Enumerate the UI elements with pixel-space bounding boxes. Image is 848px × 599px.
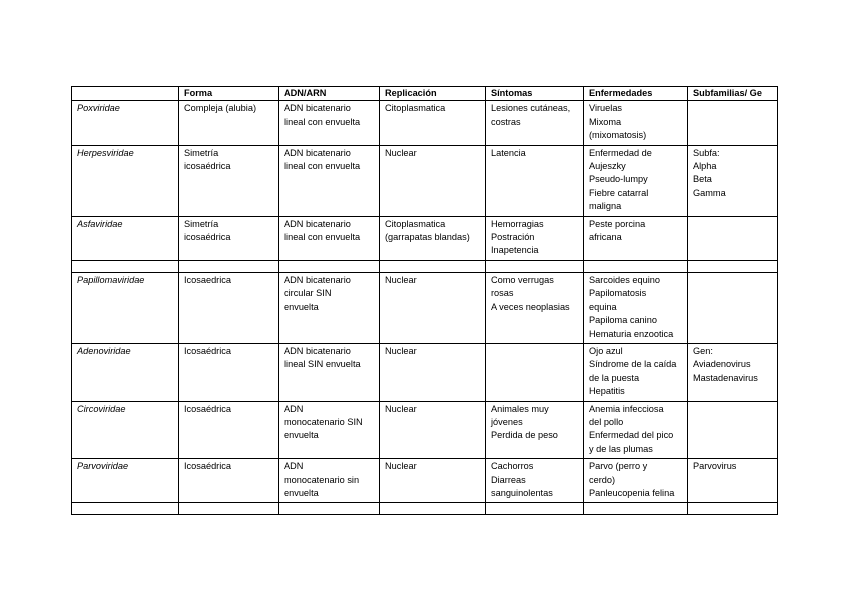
sintomas-cell xyxy=(486,272,584,343)
empty-cell xyxy=(179,260,279,272)
cell-line: envuelta xyxy=(284,301,319,312)
cell-line: ADN bicatenario xyxy=(284,147,351,158)
cell-line: maligna xyxy=(589,201,622,212)
header-row xyxy=(72,87,778,101)
cell-line: Subfa: xyxy=(693,147,720,158)
cell-line: Icosaédrica xyxy=(184,403,231,414)
cell-line: Beta xyxy=(693,174,712,185)
enfermedades-cell xyxy=(584,216,688,260)
subfamilias-cell xyxy=(688,101,778,145)
cell-line: africana xyxy=(589,232,622,243)
adn-arn-cell xyxy=(279,145,380,216)
empty-cell xyxy=(72,503,179,515)
cell-line: y de las plumas xyxy=(589,443,653,454)
subfamilias-cell xyxy=(688,145,778,216)
cell-line: ADN bicatenario xyxy=(284,103,351,114)
forma-cell xyxy=(179,101,279,145)
table-row xyxy=(72,272,778,343)
cell-line: Enfermedad del pico xyxy=(589,430,674,441)
cell-line: Panleucopenia felina xyxy=(589,487,675,498)
family-cell: Parvoviridae xyxy=(72,459,179,503)
sintomas-cell xyxy=(486,145,584,216)
cell-line: Enfermedad de xyxy=(589,147,652,158)
table-body xyxy=(72,101,778,515)
table-row xyxy=(72,145,778,216)
virus-families-table xyxy=(71,86,778,515)
cell-line: Peste porcina xyxy=(589,218,646,229)
subfamilias-cell xyxy=(688,272,778,343)
header-cell-sintomas: Síntomas xyxy=(486,87,584,101)
header-cell-adn-arn: ADN/ARN xyxy=(279,87,380,101)
cell-line: Alpha xyxy=(693,161,717,172)
cell-line: A veces neoplasias xyxy=(491,301,570,312)
empty-cell xyxy=(486,503,584,515)
table-row xyxy=(72,216,778,260)
cell-line: Papilomatosis xyxy=(589,288,647,299)
cell-line: Como verrugas xyxy=(491,274,554,285)
table-row xyxy=(72,101,778,145)
cell-line: Nuclear xyxy=(385,274,417,285)
cell-line: del pollo xyxy=(589,416,624,427)
table-row xyxy=(72,401,778,459)
cell-line: lineal con envuelta xyxy=(284,116,361,127)
forma-cell xyxy=(179,343,279,401)
empty-cell xyxy=(279,260,380,272)
cell-line: Mastadenavirus xyxy=(693,372,758,383)
cell-line: (mixomatosis) xyxy=(589,130,647,141)
enfermedades-cell xyxy=(584,101,688,145)
cell-line: Compleja (alubia) xyxy=(184,103,257,114)
sintomas-cell xyxy=(486,101,584,145)
replicacion-cell xyxy=(380,272,486,343)
replicacion-cell xyxy=(380,343,486,401)
cell-line: Nuclear xyxy=(385,403,417,414)
header-cell-replicacion: Replicación xyxy=(380,87,486,101)
spacer-row xyxy=(72,503,778,515)
replicacion-cell xyxy=(380,459,486,503)
enfermedades-cell xyxy=(584,401,688,459)
cell-line: Gen: xyxy=(693,345,713,356)
empty-cell xyxy=(688,260,778,272)
cell-line: monocatenario sin xyxy=(284,474,360,485)
adn-arn-cell xyxy=(279,401,380,459)
replicacion-cell xyxy=(380,145,486,216)
sintomas-cell xyxy=(486,459,584,503)
cell-line: envuelta xyxy=(284,430,319,441)
cell-line: ADN bicatenario xyxy=(284,345,351,356)
empty-cell xyxy=(584,503,688,515)
adn-arn-cell xyxy=(279,101,380,145)
forma-cell xyxy=(179,401,279,459)
cell-line: sanguinolentas xyxy=(491,487,553,498)
cell-line: Simetría xyxy=(184,218,219,229)
cell-line: Parvovirus xyxy=(693,461,737,472)
replicacion-cell xyxy=(380,101,486,145)
cell-line: monocatenario SIN xyxy=(284,416,363,427)
cell-line: Latencia xyxy=(491,147,526,158)
table-row xyxy=(72,459,778,503)
cell-line: Papiloma canino xyxy=(589,315,657,326)
cell-line: Simetría xyxy=(184,147,219,158)
cell-line: Diarreas xyxy=(491,474,526,485)
adn-arn-cell xyxy=(279,459,380,503)
cell-line: (garrapatas blandas) xyxy=(385,232,470,243)
empty-cell xyxy=(380,260,486,272)
header-cell-forma: Forma xyxy=(179,87,279,101)
cell-line: Icosaédrica xyxy=(184,461,231,472)
cell-line: Citoplasmatica xyxy=(385,218,446,229)
enfermedades-cell xyxy=(584,272,688,343)
cell-line: Lesiones cutáneas, xyxy=(491,103,571,114)
cell-line: jóvenes xyxy=(491,416,523,427)
cell-line: Icosaédrica xyxy=(184,345,231,356)
cell-line: rosas xyxy=(491,288,514,299)
cell-line: Ojo azul xyxy=(589,345,623,356)
cell-line: Gamma xyxy=(693,187,726,198)
cell-line: Pseudo-lumpy xyxy=(589,174,648,185)
forma-cell xyxy=(179,272,279,343)
cell-line: cerdo) xyxy=(589,474,616,485)
adn-arn-cell xyxy=(279,216,380,260)
cell-line: lineal con envuelta xyxy=(284,232,361,243)
empty-cell xyxy=(486,260,584,272)
family-cell: Asfaviridae xyxy=(72,216,179,260)
header-cell-empty xyxy=(72,87,179,101)
cell-line: de la puesta xyxy=(589,372,640,383)
subfamilias-cell xyxy=(688,216,778,260)
forma-cell xyxy=(179,145,279,216)
spacer-row xyxy=(72,260,778,272)
cell-line: lineal con envuelta xyxy=(284,161,361,172)
cell-line: Aujeszky xyxy=(589,161,626,172)
cell-line: ADN bicatenario xyxy=(284,274,351,285)
cell-line: icosaédrica xyxy=(184,161,231,172)
cell-line: ADN bicatenario xyxy=(284,218,351,229)
cell-line: Mixoma xyxy=(589,116,622,127)
family-cell: Adenoviridae xyxy=(72,343,179,401)
cell-line: Sarcoides equino xyxy=(589,274,660,285)
cell-line: Viruelas xyxy=(589,103,623,114)
cell-line: Icosaedrica xyxy=(184,274,231,285)
forma-cell xyxy=(179,459,279,503)
cell-line: circular SIN xyxy=(284,288,332,299)
family-cell: Papillomaviridae xyxy=(72,272,179,343)
cell-line: Nuclear xyxy=(385,345,417,356)
cell-line: Nuclear xyxy=(385,147,417,158)
empty-cell xyxy=(72,260,179,272)
cell-line: Cachorros xyxy=(491,461,534,472)
sintomas-cell xyxy=(486,343,584,401)
empty-cell xyxy=(688,503,778,515)
empty-cell xyxy=(279,503,380,515)
enfermedades-cell xyxy=(584,343,688,401)
cell-line: ADN xyxy=(284,461,304,472)
subfamilias-cell xyxy=(688,343,778,401)
cell-line: Postración xyxy=(491,232,535,243)
enfermedades-cell xyxy=(584,459,688,503)
adn-arn-cell xyxy=(279,343,380,401)
adn-arn-cell xyxy=(279,272,380,343)
family-cell: Circoviridae xyxy=(72,401,179,459)
cell-line: Parvo (perro y xyxy=(589,461,648,472)
cell-line: Nuclear xyxy=(385,461,417,472)
cell-line: Fiebre catarral xyxy=(589,187,649,198)
cell-line: Animales muy xyxy=(491,403,549,414)
cell-line: Hepatitis xyxy=(589,386,625,397)
cell-line: Aviadenovirus xyxy=(693,359,751,370)
cell-line: Síndrome de la caída xyxy=(589,359,677,370)
empty-cell xyxy=(380,503,486,515)
subfamilias-cell xyxy=(688,459,778,503)
table-row xyxy=(72,343,778,401)
sintomas-cell xyxy=(486,401,584,459)
cell-line: Hematuria enzootica xyxy=(589,328,674,339)
family-cell: Poxviridae xyxy=(72,101,179,145)
family-cell: Herpesviridae xyxy=(72,145,179,216)
cell-line: envuelta xyxy=(284,487,319,498)
cell-line: Citoplasmatica xyxy=(385,103,446,114)
replicacion-cell xyxy=(380,216,486,260)
cell-line: Perdida de peso xyxy=(491,430,558,441)
sintomas-cell xyxy=(486,216,584,260)
subfamilias-cell xyxy=(688,401,778,459)
enfermedades-cell xyxy=(584,145,688,216)
cell-line: Hemorragias xyxy=(491,218,544,229)
forma-cell xyxy=(179,216,279,260)
header-cell-subfamilias: Subfamilias/ Ge xyxy=(688,87,778,101)
cell-line: costras xyxy=(491,116,521,127)
empty-cell xyxy=(584,260,688,272)
header-cell-enfermedades: Enfermedades xyxy=(584,87,688,101)
cell-line: icosaédrica xyxy=(184,232,231,243)
cell-line: Inapetencia xyxy=(491,245,539,256)
empty-cell xyxy=(179,503,279,515)
cell-line: ADN xyxy=(284,403,304,414)
cell-line: Anemia infecciosa xyxy=(589,403,664,414)
replicacion-cell xyxy=(380,401,486,459)
cell-line: equina xyxy=(589,301,617,312)
cell-line: lineal SIN envuelta xyxy=(284,359,361,370)
